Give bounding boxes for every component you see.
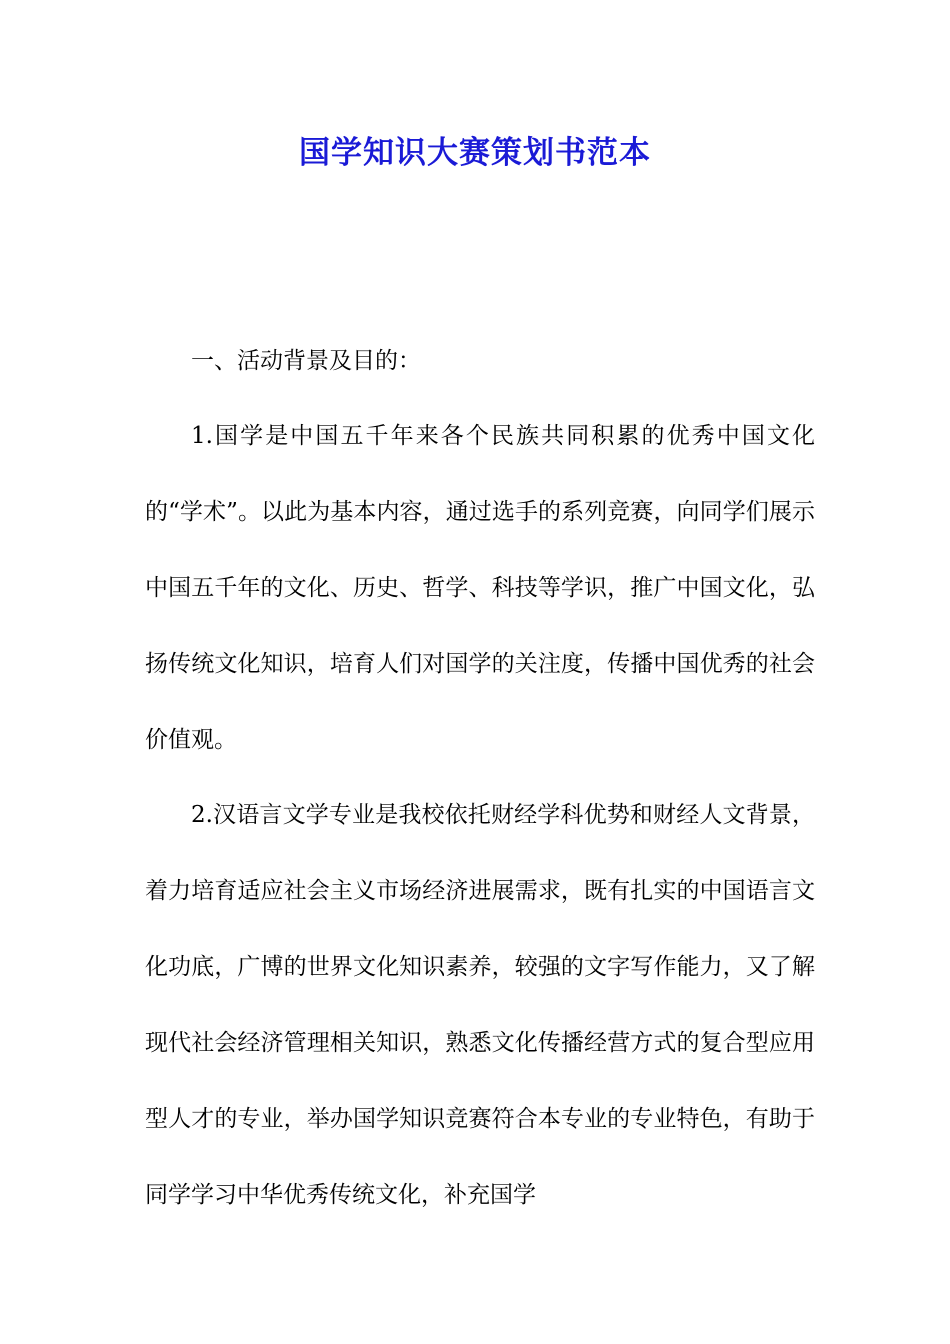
paragraph-1: 1.国学是中国五千年来各个民族共同积累的优秀中国文化的“学术”。以此为基本内容，通过选手的系列竞赛，向同学们展示中国五千年的文化、历史、哲学、科技等学识，推广中国文化，弘扬传统文化知识，培育人们对国学的关注度，传播中国优秀的社会价值观。 bbox=[145, 423, 815, 753]
document-title: 国学知识大赛策划书范本 bbox=[299, 135, 651, 171]
paragraph-2: 2.汉语言文学专业是我校依托财经学科优势和财经人文背景，着力培育适应社会主义市场经济进展需求，既有扎实的中国语言文化功底，广博的世界文化知识素养，较强的文字写作能力，又了解现代社会经济管理相关知识，熟悉文化传播经营方式的复合型应用型人才的专业，举办国学知识竞赛符合本专业的专业特色，有助于同学学习中华优秀传统文化，补充国学 bbox=[145, 802, 815, 1208]
section-heading: 一、活动背景及目的： bbox=[191, 348, 421, 374]
